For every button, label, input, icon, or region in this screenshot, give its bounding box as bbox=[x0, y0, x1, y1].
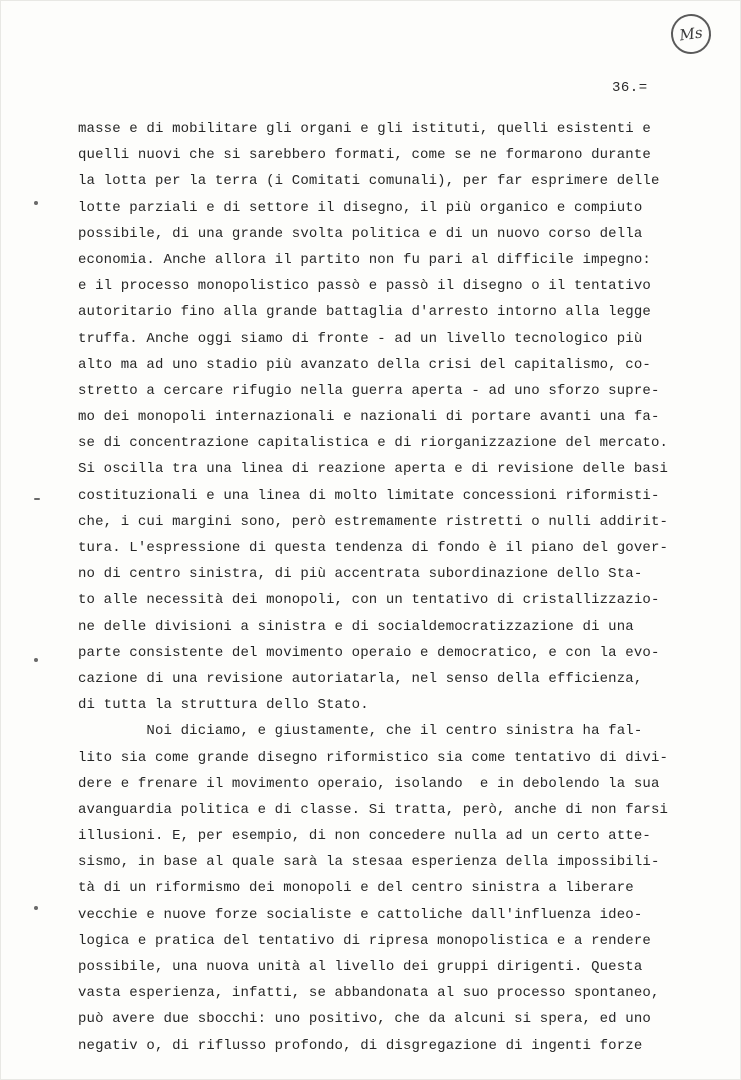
text-line: quelli nuovi che si sarebbero formati, come se ne formarono durante bbox=[78, 147, 651, 164]
text-line: di tutta la struttura dello Stato. bbox=[78, 697, 369, 714]
text-line: Si oscilla tra una linea di reazione aperta e di revisione delle basi bbox=[78, 461, 669, 478]
text-line: illusioni. E, per esempio, di non concedere nulla ad un certo atte- bbox=[78, 828, 651, 845]
text-line: autoritario fino alla grande battaglia d'arresto intorno alla legge bbox=[78, 304, 651, 321]
text-line: masse e di mobilitare gli organi e gli istituti, quelli esistenti e bbox=[78, 121, 651, 137]
text-line: avanguardia politica e di classe. Si tratta, però, anche di non farsi bbox=[78, 801, 669, 818]
text-line: mo dei monopoli internazionali e nazionali di portare avanti una fa- bbox=[78, 409, 660, 426]
text-line: lotte parziali e di settore il disegno, il più organico e compiuto bbox=[78, 199, 643, 216]
text-line: lito sia come grande disegno riformistico sia come tentativo di divi- bbox=[78, 749, 669, 766]
text-line: dere e frenare il movimento operaio, isolando e in debolendo la sua bbox=[78, 775, 660, 792]
text-line: e il processo monopolistico passò e passò il disegno o il tentativo bbox=[78, 278, 651, 295]
text-line: che, i cui margini sono, però estremamente ristretti o nulli addirit- bbox=[78, 513, 669, 530]
text-line: no di centro sinistra, di più accentrata subordinazione dello Sta- bbox=[78, 566, 643, 583]
margin-dot-mark bbox=[34, 498, 40, 500]
text-line: ne delle divisioni a sinistra e di socialdemocratizzazione di una bbox=[78, 618, 634, 635]
text-line: costituzionali e una linea di molto limitate concessioni riformisti- bbox=[78, 487, 660, 504]
text-line: negativ o, di riflusso profondo, di disgregazione di ingenti forze bbox=[78, 1037, 643, 1054]
text-line: stretto a cercare rifugio nella guerra aperta - ad uno sforzo supre- bbox=[78, 382, 660, 399]
text-line: possibile, di una grande svolta politica e di un nuovo corso della bbox=[78, 225, 643, 242]
archive-stamp-text: Ms bbox=[678, 23, 704, 45]
margin-dot-mark bbox=[34, 201, 38, 205]
text-line: vasta esperienza, infatti, se abbandonata al suo processo spontaneo, bbox=[78, 985, 660, 1002]
text-line: sismo, in base al quale sarà la stesaa esperienza della impossibili- bbox=[78, 854, 660, 871]
margin-dot-mark bbox=[34, 658, 38, 662]
text-line: se di concentrazione capitalistica e di riorganizzazione del mercato. bbox=[78, 435, 669, 452]
text-line: possibile, una nuova unità al livello dei gruppi dirigenti. Questa bbox=[78, 959, 643, 975]
body-text bbox=[78, 116, 678, 1059]
text-line: alto ma ad uno stadio più avanzato della crisi del capitalismo, co- bbox=[78, 356, 651, 373]
text-line: la lotta per la terra (i Comitati comunali), per far esprimere delle bbox=[78, 173, 660, 190]
text-line: logica e pratica del tentativo di ripresa monopolistica e a rendere bbox=[78, 932, 651, 949]
page-number: 36.= bbox=[612, 80, 648, 96]
archive-stamp bbox=[668, 11, 713, 56]
text-line: può avere due sbocchi: uno positivo, che da alcuni si spera, ed uno bbox=[78, 1011, 651, 1028]
text-line: economia. Anche allora il partito non fu pari al difficile impegno: bbox=[78, 251, 651, 268]
text-line: parte consistente del movimento operaio e democratico, e con la evo- bbox=[78, 644, 660, 661]
text-line: Noi diciamo, e giustamente, che il centro sinistra ha fal- bbox=[78, 723, 643, 740]
text-line: to alle necessità dei monopoli, con un tentativo di cristallizzazio- bbox=[78, 592, 660, 609]
margin-dot-mark bbox=[34, 906, 38, 910]
text-line: tura. L'espressione di questa tendenza di fondo è il piano del gover- bbox=[78, 540, 669, 556]
text-line: tà di un riformismo dei monopoli e del centro sinistra a liberare bbox=[78, 880, 634, 897]
text-line: truffa. Anche oggi siamo di fronte - ad un livello tecnologico più bbox=[78, 330, 643, 347]
text-line: vecchie e nuove forze socialiste e cattoliche dall'influenza ideo- bbox=[78, 906, 643, 923]
text-line: cazione di una revisione autoriatarla, nel senso della efficienza, bbox=[78, 670, 643, 687]
